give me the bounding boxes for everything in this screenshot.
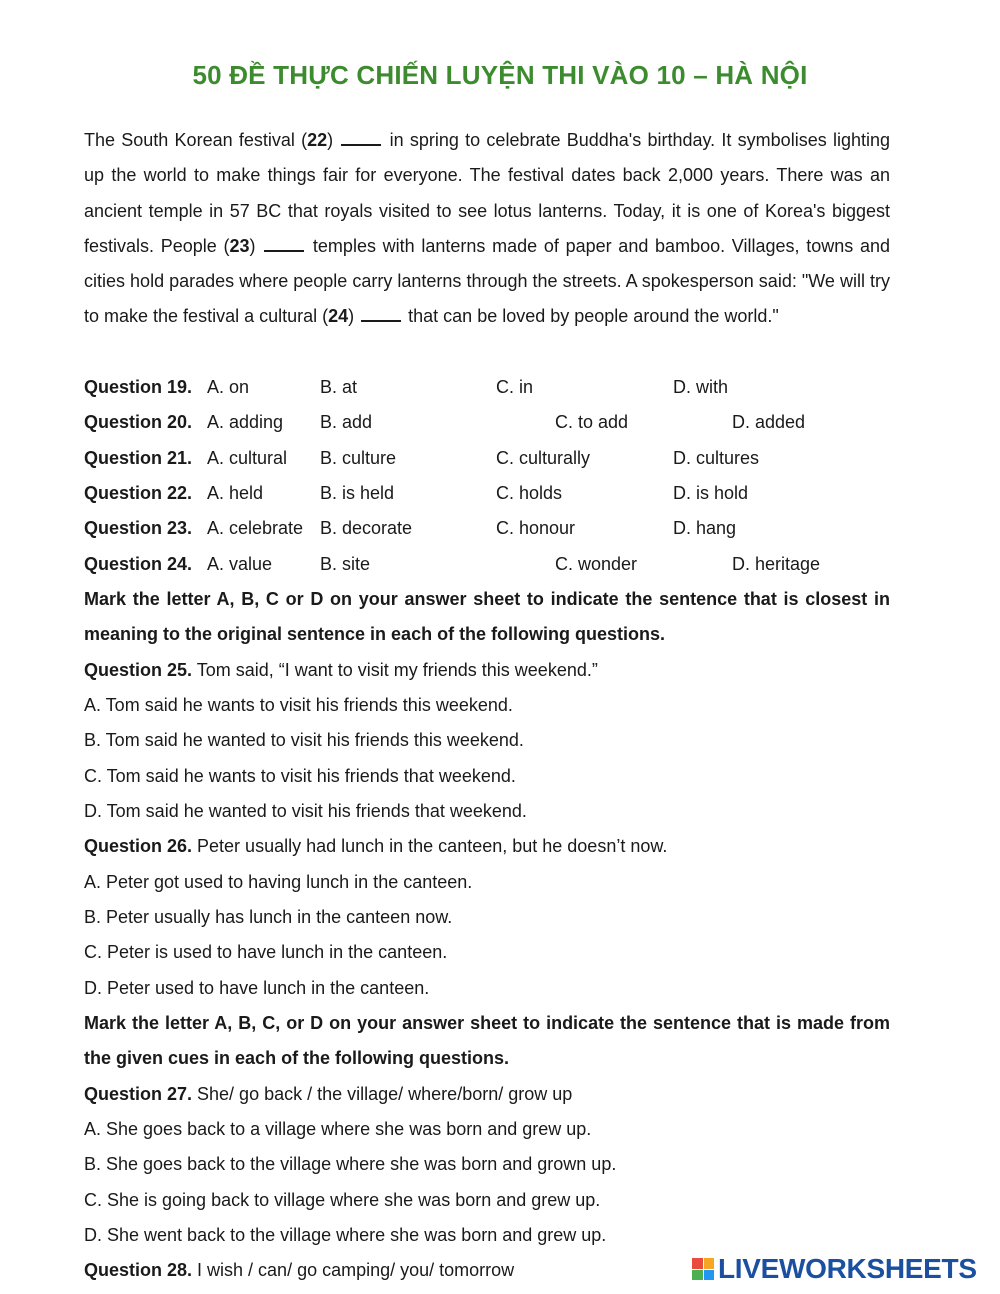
option-b[interactable]: B. decorate bbox=[320, 518, 413, 538]
option-d[interactable]: D. cultures bbox=[673, 448, 760, 468]
instruction-given-cues: Mark the letter A, B, C, or D on your answer sheet to indicate the sentence that is made from the given cues in each of the following questions. bbox=[84, 1013, 890, 1069]
question-label: Question 21. bbox=[84, 448, 193, 468]
question-row-21 bbox=[84, 441, 890, 476]
liveworksheets-logo-mark-icon bbox=[692, 1258, 714, 1280]
blank-23[interactable] bbox=[264, 236, 304, 252]
question-row-23 bbox=[84, 511, 890, 546]
liveworksheets-logo[interactable] bbox=[692, 1253, 977, 1285]
option-a[interactable]: A. adding bbox=[207, 412, 284, 432]
blank-number-24: 24 bbox=[328, 306, 349, 327]
question-25 bbox=[84, 653, 890, 688]
question-stem: I wish / can/ go camping/ you/ tomorrow bbox=[192, 1260, 515, 1280]
reading-passage: The South Korean festival (22) in spring to celebrate Buddha's birthday. It symbolises lighting up the world to make things fair for everyone. The festival dates back 2,000 years. There was an ancient temple in 57 BC that royals visited to see lotus lanterns. Today, it is one of Korea's biggest festivals. People (23) temples with lanterns made of paper and bamboo. Villages, towns and cities hold parades where people carry lanterns through the streets. A spokesperson said: "We will try to make the festival a cultural (24) that can be loved by people around the world." bbox=[84, 130, 890, 327]
option-c[interactable]: C. holds bbox=[496, 483, 563, 503]
option-d[interactable]: D. hang bbox=[673, 518, 737, 538]
q27-option-d[interactable]: D. She went back to the village where she was born and grew up. bbox=[84, 1225, 607, 1245]
option-b[interactable]: B. at bbox=[320, 377, 358, 397]
question-stem: Peter usually had lunch in the canteen, but he doesn’t now. bbox=[192, 836, 668, 856]
page-title: 50 ĐỀ THỰC CHIẾN LUYỆN THI VÀO 10 – HÀ NỘI bbox=[192, 60, 808, 90]
option-d[interactable]: D. is hold bbox=[673, 483, 749, 503]
q26-option-d[interactable]: D. Peter used to have lunch in the canteen. bbox=[84, 978, 430, 998]
option-a[interactable]: A. on bbox=[207, 377, 250, 397]
blank-22[interactable] bbox=[341, 130, 381, 146]
blank-number-22: 22 bbox=[307, 130, 328, 150]
option-b[interactable]: B. culture bbox=[320, 448, 397, 468]
q25-option-b[interactable]: B. Tom said he wanted to visit his friends this weekend. bbox=[84, 730, 524, 750]
question-label: Question 20. bbox=[84, 412, 193, 432]
option-c[interactable]: C. to add bbox=[555, 412, 629, 432]
option-c[interactable]: C. culturally bbox=[496, 448, 591, 468]
option-d[interactable]: D. added bbox=[732, 412, 806, 432]
question-stem: She/ go back / the village/ where/born/ grow up bbox=[192, 1084, 573, 1104]
question-stem: Tom said, “I want to visit my friends this weekend.” bbox=[192, 660, 598, 680]
instruction-closest-meaning: Mark the letter A, B, C or D on your answer sheet to indicate the sentence that is closest in meaning to the original sentence in each of the following questions. bbox=[84, 589, 890, 645]
question-row-20 bbox=[84, 405, 890, 440]
q26-option-b[interactable]: B. Peter usually has lunch in the canteen now. bbox=[84, 907, 453, 927]
option-a[interactable]: A. value bbox=[207, 554, 273, 574]
q25-option-c[interactable]: C. Tom said he wants to visit his friends that weekend. bbox=[84, 766, 516, 786]
logo-text: LIVEWORKSHEETS bbox=[718, 1253, 977, 1284]
question-label: Question 22. bbox=[84, 483, 193, 503]
q27-option-b[interactable]: B. She goes back to the village where she was born and grown up. bbox=[84, 1154, 617, 1174]
question-label: Question 26. bbox=[84, 836, 193, 856]
question-label: Question 19. bbox=[84, 377, 193, 397]
question-27 bbox=[84, 1077, 890, 1112]
question-label: Question 24. bbox=[84, 554, 193, 574]
q27-option-a[interactable]: A. She goes back to a village where she was born and grew up. bbox=[84, 1119, 592, 1139]
option-d[interactable]: D. heritage bbox=[732, 554, 821, 574]
question-label: Question 25. bbox=[84, 660, 193, 680]
question-row-19 bbox=[84, 370, 890, 405]
question-row-24 bbox=[84, 547, 890, 582]
q25-option-a[interactable]: A. Tom said he wants to visit his friends this weekend. bbox=[84, 695, 513, 715]
option-b[interactable]: B. is held bbox=[320, 483, 395, 503]
option-b[interactable]: B. add bbox=[320, 412, 373, 432]
blank-number-23: 23 bbox=[229, 235, 250, 256]
question-label: Question 28. bbox=[84, 1260, 193, 1280]
option-a[interactable]: A. cultural bbox=[207, 448, 288, 468]
question-label: Question 27. bbox=[84, 1084, 193, 1104]
option-a[interactable]: A. held bbox=[207, 483, 264, 503]
option-d[interactable]: D. with bbox=[673, 377, 729, 397]
question-28 bbox=[84, 1253, 684, 1288]
question-row-22 bbox=[84, 476, 890, 511]
option-c[interactable]: C. wonder bbox=[555, 554, 638, 574]
q25-option-d[interactable]: D. Tom said he wanted to visit his friends that weekend. bbox=[84, 801, 527, 821]
q26-option-a[interactable]: A. Peter got used to having lunch in the canteen. bbox=[84, 872, 473, 892]
option-a[interactable]: A. celebrate bbox=[207, 518, 304, 538]
blank-24[interactable] bbox=[361, 306, 401, 322]
question-label: Question 23. bbox=[84, 518, 193, 538]
q26-option-c[interactable]: C. Peter is used to have lunch in the canteen. bbox=[84, 942, 448, 962]
option-c[interactable]: C. honour bbox=[496, 518, 576, 538]
q27-option-c[interactable]: C. She is going back to village where she was born and grew up. bbox=[84, 1190, 601, 1210]
option-b[interactable]: B. site bbox=[320, 554, 371, 574]
option-c[interactable]: C. in bbox=[496, 377, 534, 397]
question-26 bbox=[84, 829, 890, 864]
